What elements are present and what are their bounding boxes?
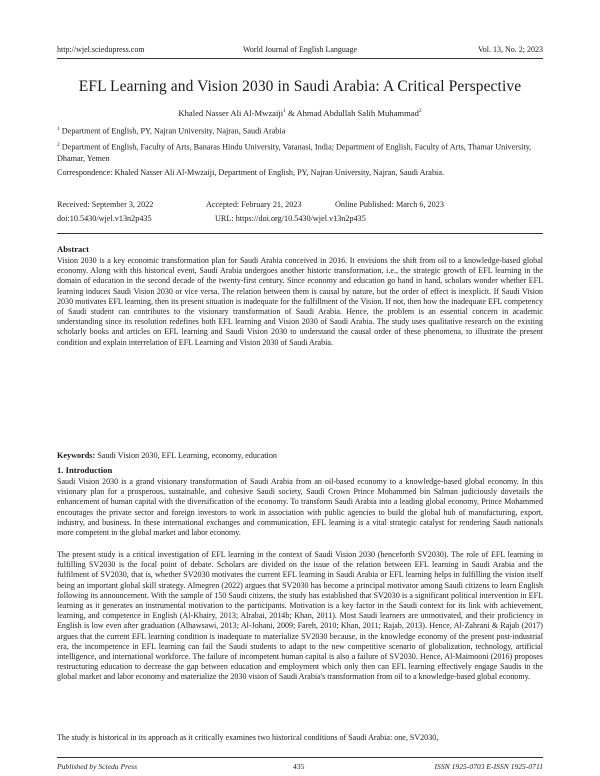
affiliation-1-text: Department of English, PY, Najran University, Najran, Saudi Arabia [59, 126, 286, 136]
affiliation-2-text: Department of English, Faculty of Arts, Banaras Hindu University, Varanasi, India; Department of English, Faculty of Arts, Thamar University, Dhamar, Yemen [57, 142, 532, 163]
author-2-sup: 2 [418, 108, 422, 115]
published-date: Online Published: March 6, 2023 [335, 200, 444, 209]
author-joiner: & [285, 108, 297, 118]
keywords-text: Saudi Vision 2030, EFL Learning, economy, education [95, 451, 278, 460]
abstract-text: Vision 2030 is a key economic transformation plan for Saudi Arabia conceived in 2016. It envisions the shift from oil to a knowledge-based global economy. Along with this historical event, Saudi Arabia undergoes another historic transformation, i.e., the strategic growth of EFL learning in the domain of education in the second decade of the twenty-first century. Since economy and education go hand in hand, scholars wonder whether EFL learning induces Saudi Vision 2030 or vice versa. The relation between them is causal by nature, but the order of effect is inexplicit. If Saudi Vision 2030 motivates EFL learning, then its present situation is inadequate for the fulfillment of the Vision. If not, then how the inadequate EFL competency of Saudi student can contributes to the visionary transformation of Saudi Arabia. Hence, the problem is an essential concern in academic understanding since its resolution redefines both EFL learning and Vision 2030 of Saudi Arabia. The study uses qualitative research on the existing scholarly books and articles on EFL learning and Saudi Vision 2030 to understand the causal order of these phenomena, to illustrate the present condition and explain interrelation of EFL Learning and Vision 2030 of Saudi Arabia. [57, 256, 543, 347]
page-number: 435 [293, 762, 305, 771]
footer-publisher: Published by Sciedu Press [57, 762, 138, 771]
footer-rule [57, 757, 543, 758]
header-rule [57, 58, 543, 59]
volume-info: Vol. 13, No. 2; 2023 [478, 45, 543, 54]
abstract-heading: Abstract [57, 244, 89, 254]
doi-url[interactable]: URL: https://doi.org/10.5430/wjel.v13n2p435 [215, 214, 366, 223]
author-2: Ahmad Abdullah Salih Muhammad [296, 108, 419, 118]
affiliation-1 [57, 124, 543, 137]
footer-issn: ISSN 1925-0703 E-ISSN 1925-0711 [434, 762, 543, 771]
author-line [40, 108, 560, 118]
accepted-date: Accepted: February 21, 2023 [206, 200, 302, 209]
journal-name: World Journal of English Language [243, 45, 357, 54]
journal-url[interactable]: http://wjel.sciedupress.com [57, 45, 145, 54]
doi[interactable]: doi:10.5430/wjel.v13n2p435 [57, 214, 152, 223]
intro-paragraph-2: The present study is a critical investigation of EFL learning in the context of Saudi Vision 2030 (henceforth SV2030). The role of EFL learning in fulfilling SV2030 is the focal point of debate. Scholars are divided on the issue of the relation between EFL learning in Saudi Arabia and the fulfilment of SV2030, that is, whether SV2030 motivates the current EFL learning in Saudi Arabia or EFL learning helps in fulfilling the vision itself being an important global skill strategy. Almegren (2022) argues that SV2030 has become a principal motivator among Saudi citizens to learn English following its announcement. With the sample of 150 Saudi citizens, the study has established that SV2030 is a significant political intervention in EFL learning as it generates an instrumental motivation to the participants. Motivation is a key factor in the Saudi context for its link with achievement, learning, and competence in English (Al-Khairy, 2013; Alrabai, 2014b; Khan, 2011). Most Saudi learners are unmotivated, and their proficiency in English is low even after graduation (Alhawsawi, 2013; Al-Johani, 2009; Fareh, 2010; Khan, 2011; Rajab, 2013). Hence, Al-Zahrani & Rajab (2017) argues that the current EFL learning condition is inadequate to materialize SV2030 because, in the knowledge economy of the present post-industrial era, the incompetence in EFL learning can fail the Saudi students to adapt to the new competitive scenario of globalization, technology, artificial intelligence, and international workforce. The failure of incompetent human capital is also a failure of SV2030. Hence, Al-Maimooni (2016) proposes restructuring education to decrease the gap between education and employment which only then can EFL learning effectively engage Saudis in the global market and labor economy and materialize the 2030 vision of Saudi Arabia's transformation from oil to a knowledge-based global economy. [57, 550, 543, 682]
correspondence: Correspondence: Khaled Nasser Ali Al-Mwzaiji, Department of English, PY, Najran University, Najran, Saudi Arabia. [57, 168, 444, 177]
author-1: Khaled Nasser Ali Al-Mwzaiji [178, 108, 284, 118]
keywords-label: Keywords: [57, 451, 96, 460]
meta-rule [57, 233, 543, 234]
received-date: Received: September 3, 2022 [57, 200, 154, 209]
intro-paragraph-1: Saudi Vision 2030 is a grand visionary transformation of Saudi Arabia from an oil-based economy to a knowledge-based global economy. In this visionary plan for a prosperous, sustainable, and cohesive Saudi society, Saudi Crown Prince Mohammed bin Salman judiciously dovetails the enhancement of human capital with the diversification of the economy. To transform Saudi Arabia into a leading global economy, Prince Mohammed encourages the private sector and foreign investors to work in association with public agencies to build the global hub of manufacturing, export, industry, and business. In these international exchanges and communication, EFL learning is a vital strategic catalyst for rendering Saudi nationals more competent in the global market and labor economy. [57, 477, 543, 538]
affiliation-1-sup: 1 [57, 126, 60, 132]
affiliation-2-sup: 2 [57, 142, 60, 148]
running-header [57, 45, 543, 57]
author-1-sup: 1 [283, 108, 286, 115]
keywords [57, 451, 277, 460]
paper-title: EFL Learning and Vision 2030 in Saudi Arabia: A Critical Perspective [78, 78, 522, 95]
intro-paragraph-3: The study is historical in its approach as it critically examines two historical conditions of Saudi Arabia: one, SV2030, [57, 733, 439, 742]
affiliation-2 [57, 140, 543, 164]
intro-heading: 1. Introduction [57, 465, 113, 475]
